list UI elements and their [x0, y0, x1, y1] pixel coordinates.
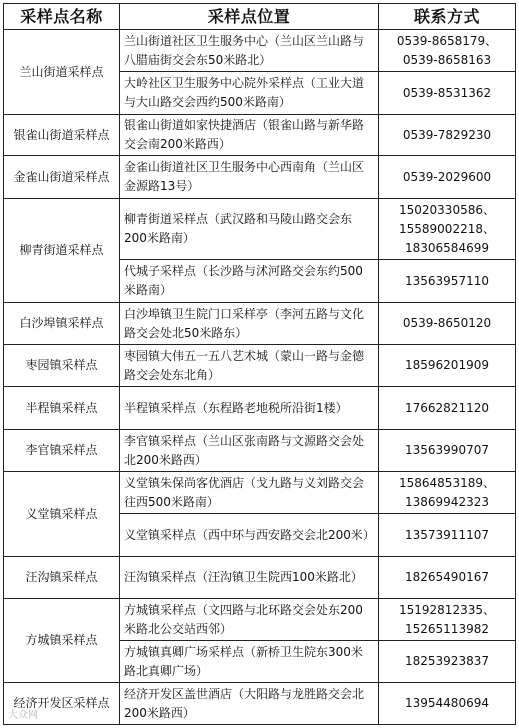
table-row — [4, 156, 516, 199]
phone-number: 13869942323 — [405, 494, 489, 509]
point-name-cell: 李官镇采样点 — [4, 430, 120, 472]
location-cell: 经济开发区盖世酒店（大阳路与龙胜路交会北200米路西） — [120, 683, 379, 725]
phone-cell — [379, 345, 516, 387]
phone-number: 17662821120 — [405, 400, 489, 415]
header-location: 采样点位置 — [120, 4, 379, 30]
phone-number: 0539-8658179、 — [396, 33, 498, 48]
phone-cell — [379, 199, 516, 260]
table-row — [4, 430, 516, 472]
location-cell: 金雀山街道社区卫生服务中心西南角（兰山区金源路13号） — [120, 156, 379, 199]
phone-number: 0539-8650120 — [402, 316, 492, 330]
table-row — [4, 345, 516, 387]
phone-cell — [379, 72, 516, 115]
table-row — [4, 199, 516, 260]
table-row — [4, 30, 516, 72]
table-row — [4, 387, 516, 430]
location-cell: 大岭社区卫生服务中心院外采样点（工业大道与大山路交会西约500米路南） — [120, 72, 379, 115]
header-contact: 联系方式 — [379, 4, 516, 30]
phone-number: 15192812335、 — [399, 602, 495, 617]
point-name-cell: 经济开发区采样点 — [4, 683, 120, 725]
phone-number: 0539-8658163 — [402, 52, 492, 67]
point-name-cell: 汪沟镇采样点 — [4, 557, 120, 599]
phone-number: 0539-8531362 — [402, 85, 492, 100]
phone-cell — [379, 683, 516, 725]
table-row — [4, 472, 516, 514]
phone-number: 0539-7829230 — [402, 127, 492, 142]
phone-number: 18306584699 — [405, 240, 489, 255]
point-name-cell: 银雀山街道采样点 — [4, 115, 120, 156]
phone-cell — [379, 430, 516, 472]
point-name-cell: 枣园镇采样点 — [4, 345, 120, 387]
phone-cell — [379, 557, 516, 599]
phone-cell — [379, 641, 516, 683]
location-cell: 方城镇采样点（文四路与北环路交会处东200米路北公交站西邻） — [120, 599, 379, 641]
location-cell: 柳青街道采样点（武汉路和马陵山路交会东200米路南） — [120, 199, 379, 260]
phone-number: 13563957110 — [405, 273, 489, 288]
table-row — [4, 599, 516, 641]
table-row — [4, 557, 516, 599]
phone-cell — [379, 303, 516, 345]
phone-number: 18265490167 — [405, 570, 489, 584]
location-cell: 兰山街道社区卫生服务中心（兰山区兰山路与八腊庙街交会东50米路北） — [120, 30, 379, 72]
header-point-name: 采样点名称 — [4, 4, 120, 30]
table-header-row — [4, 4, 516, 30]
location-cell: 白沙埠镇卫生院门口采样亭（李河五路与文化路交会处北50米路东） — [120, 303, 379, 345]
sampling-points-table — [3, 3, 516, 725]
point-name-cell: 方城镇采样点 — [4, 599, 120, 683]
phone-number: 15589002218、 — [399, 221, 495, 236]
phone-number: 15020330586、 — [399, 202, 495, 217]
table-row — [4, 303, 516, 345]
phone-cell — [379, 387, 516, 430]
phone-cell — [379, 260, 516, 303]
point-name-cell: 兰山街道采样点 — [4, 30, 120, 115]
phone-cell — [379, 599, 516, 641]
phone-cell — [379, 472, 516, 514]
location-cell: 李官镇采样点（兰山区张南路与文源路交会处北200米路西） — [120, 430, 379, 472]
point-name-cell: 白沙埠镇采样点 — [4, 303, 120, 345]
phone-cell — [379, 156, 516, 199]
watermark-logo: 大众网 — [8, 710, 38, 721]
phone-number: 13954480694 — [405, 696, 489, 710]
location-cell: 汪沟镇采样点（汪沟镇卫生院西100米路北） — [120, 557, 379, 599]
phone-number: 13563990707 — [405, 443, 489, 457]
phone-cell — [379, 115, 516, 156]
location-cell: 义堂镇朱保尚客优酒店（戈九路与义刘路交会往西500米路南） — [120, 472, 379, 514]
phone-number: 0539-2029600 — [402, 169, 492, 184]
table-row — [4, 683, 516, 725]
point-name-cell: 柳青街道采样点 — [4, 199, 120, 303]
phone-number: 18253923837 — [405, 654, 489, 668]
location-cell: 方城镇真卿广场采样点（新桥卫生院东300米路北真卿广场） — [120, 641, 379, 683]
location-cell: 义堂镇采样点（西中环与西安路交会北200米） — [120, 514, 379, 557]
point-name-cell: 金雀山街道采样点 — [4, 156, 120, 199]
phone-number: 13573911107 — [405, 527, 489, 542]
point-name-cell: 半程镇采样点 — [4, 387, 120, 430]
phone-number: 15265113982 — [405, 621, 489, 636]
phone-cell — [379, 30, 516, 72]
location-cell: 枣园镇大伟五一五八艺术城（蒙山一路与金德路交会处东北角） — [120, 345, 379, 387]
table-row — [4, 115, 516, 156]
phone-cell — [379, 514, 516, 557]
point-name-cell: 义堂镇采样点 — [4, 472, 120, 557]
location-cell: 代城子采样点（长沙路与沭河路交会东约500米路南） — [120, 260, 379, 303]
phone-number: 15864853189、 — [399, 475, 495, 490]
location-cell: 银雀山街道如家快捷酒店（银雀山路与新华路交会南200米路西） — [120, 115, 379, 156]
phone-number: 18596201909 — [405, 358, 489, 372]
location-cell: 半程镇采样点（东程路老地税所沿街1楼） — [120, 387, 379, 430]
